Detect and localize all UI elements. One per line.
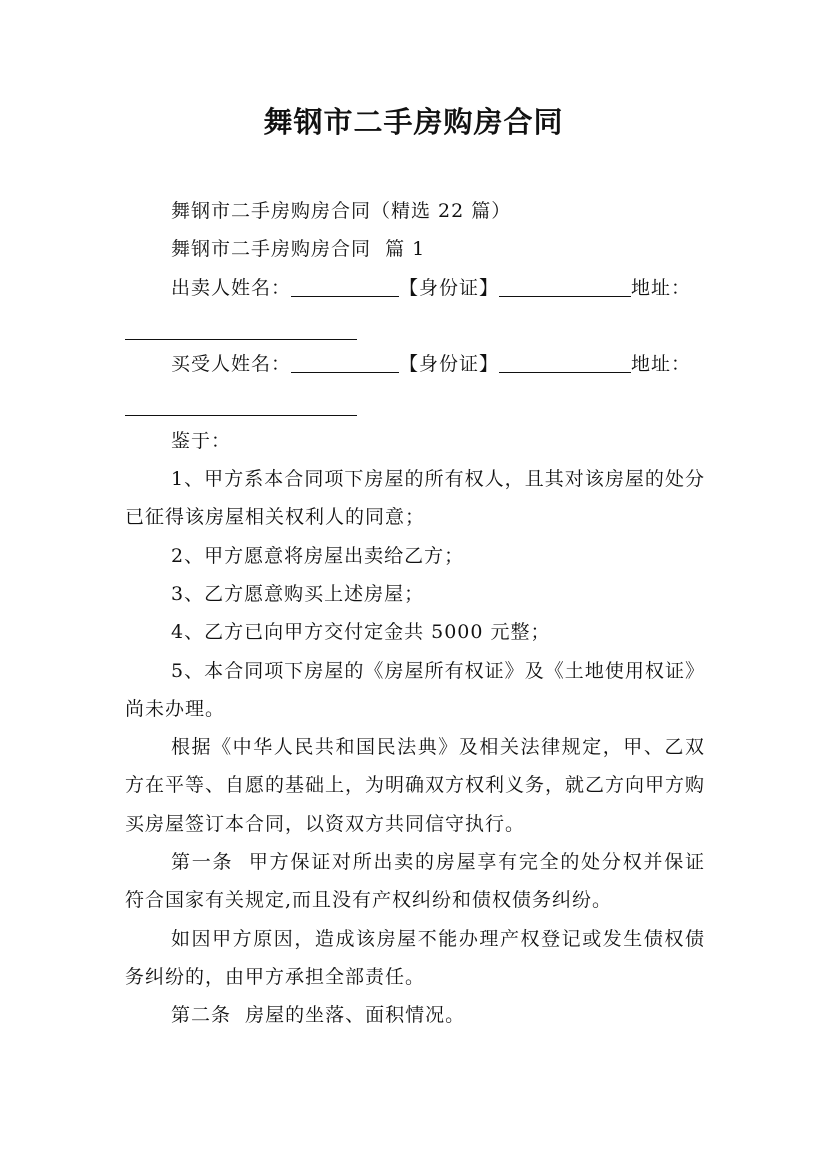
seller-address-label: 地址： <box>631 276 692 299</box>
buyer-name-blank <box>291 350 399 373</box>
seller-address-blank <box>125 317 357 340</box>
seller-id-label: 【身份证】 <box>399 276 500 299</box>
buyer-name-label: 买受人姓名： <box>171 353 292 376</box>
buyer-id-blank <box>499 350 631 373</box>
section-heading: 舞钢市二手房购房合同 篇 1 <box>171 238 426 261</box>
whereas-heading: 鉴于： <box>171 429 232 452</box>
document-body <box>125 192 705 1035</box>
subtitle: 舞钢市二手房购房合同（精选 22 篇） <box>171 200 512 222</box>
seller-id-blank <box>499 274 631 297</box>
clause-4: 4、乙方已向甲方交付定金共 5000 元整； <box>171 621 551 644</box>
paragraph-liability: 如因甲方原因，造成该房屋不能办理产权登记或发生债权债务纠纷的，由甲方承担全部责任。 <box>125 927 705 988</box>
seller-address-line <box>125 307 705 345</box>
seller-name-label: 出卖人姓名： <box>171 276 292 299</box>
clause-5: 5、本合同项下房屋的《房屋所有权证》及《土地使用权证》尚未办理。 <box>125 659 705 720</box>
document-title: 舞钢市二手房购房合同 <box>263 105 564 139</box>
buyer-address-label: 地址： <box>631 353 692 376</box>
clause-3: 3、乙方愿意购买上述房屋； <box>171 582 425 605</box>
buyer-address-blank <box>125 393 357 416</box>
buyer-id-label: 【身份证】 <box>399 353 500 376</box>
buyer-line <box>125 345 705 383</box>
clause-2: 2、甲方愿意将房屋出卖给乙方； <box>171 544 465 567</box>
paragraph-basis: 根据《中华人民共和国民法典》及相关法律规定，甲、乙双方在平等、自愿的基础上，为明确双方权利义务，就乙方向甲方购买房屋签订本合同，以资双方共同信守执行。 <box>125 736 706 835</box>
clause-1: 1、甲方系本合同项下房屋的所有权人，且其对该房屋的处分已征得该房屋相关权利人的同意； <box>125 468 705 529</box>
seller-line <box>125 269 705 307</box>
seller-name-blank <box>291 274 399 297</box>
article-2: 第二条 房屋的坐落、面积情况。 <box>171 1004 466 1027</box>
buyer-address-line <box>125 383 705 421</box>
article-1: 第一条 甲方保证对所出卖的房屋享有完全的处分权并保证符合国家有关规定,而且没有产权纠纷和债权债务纠纷。 <box>125 851 705 912</box>
